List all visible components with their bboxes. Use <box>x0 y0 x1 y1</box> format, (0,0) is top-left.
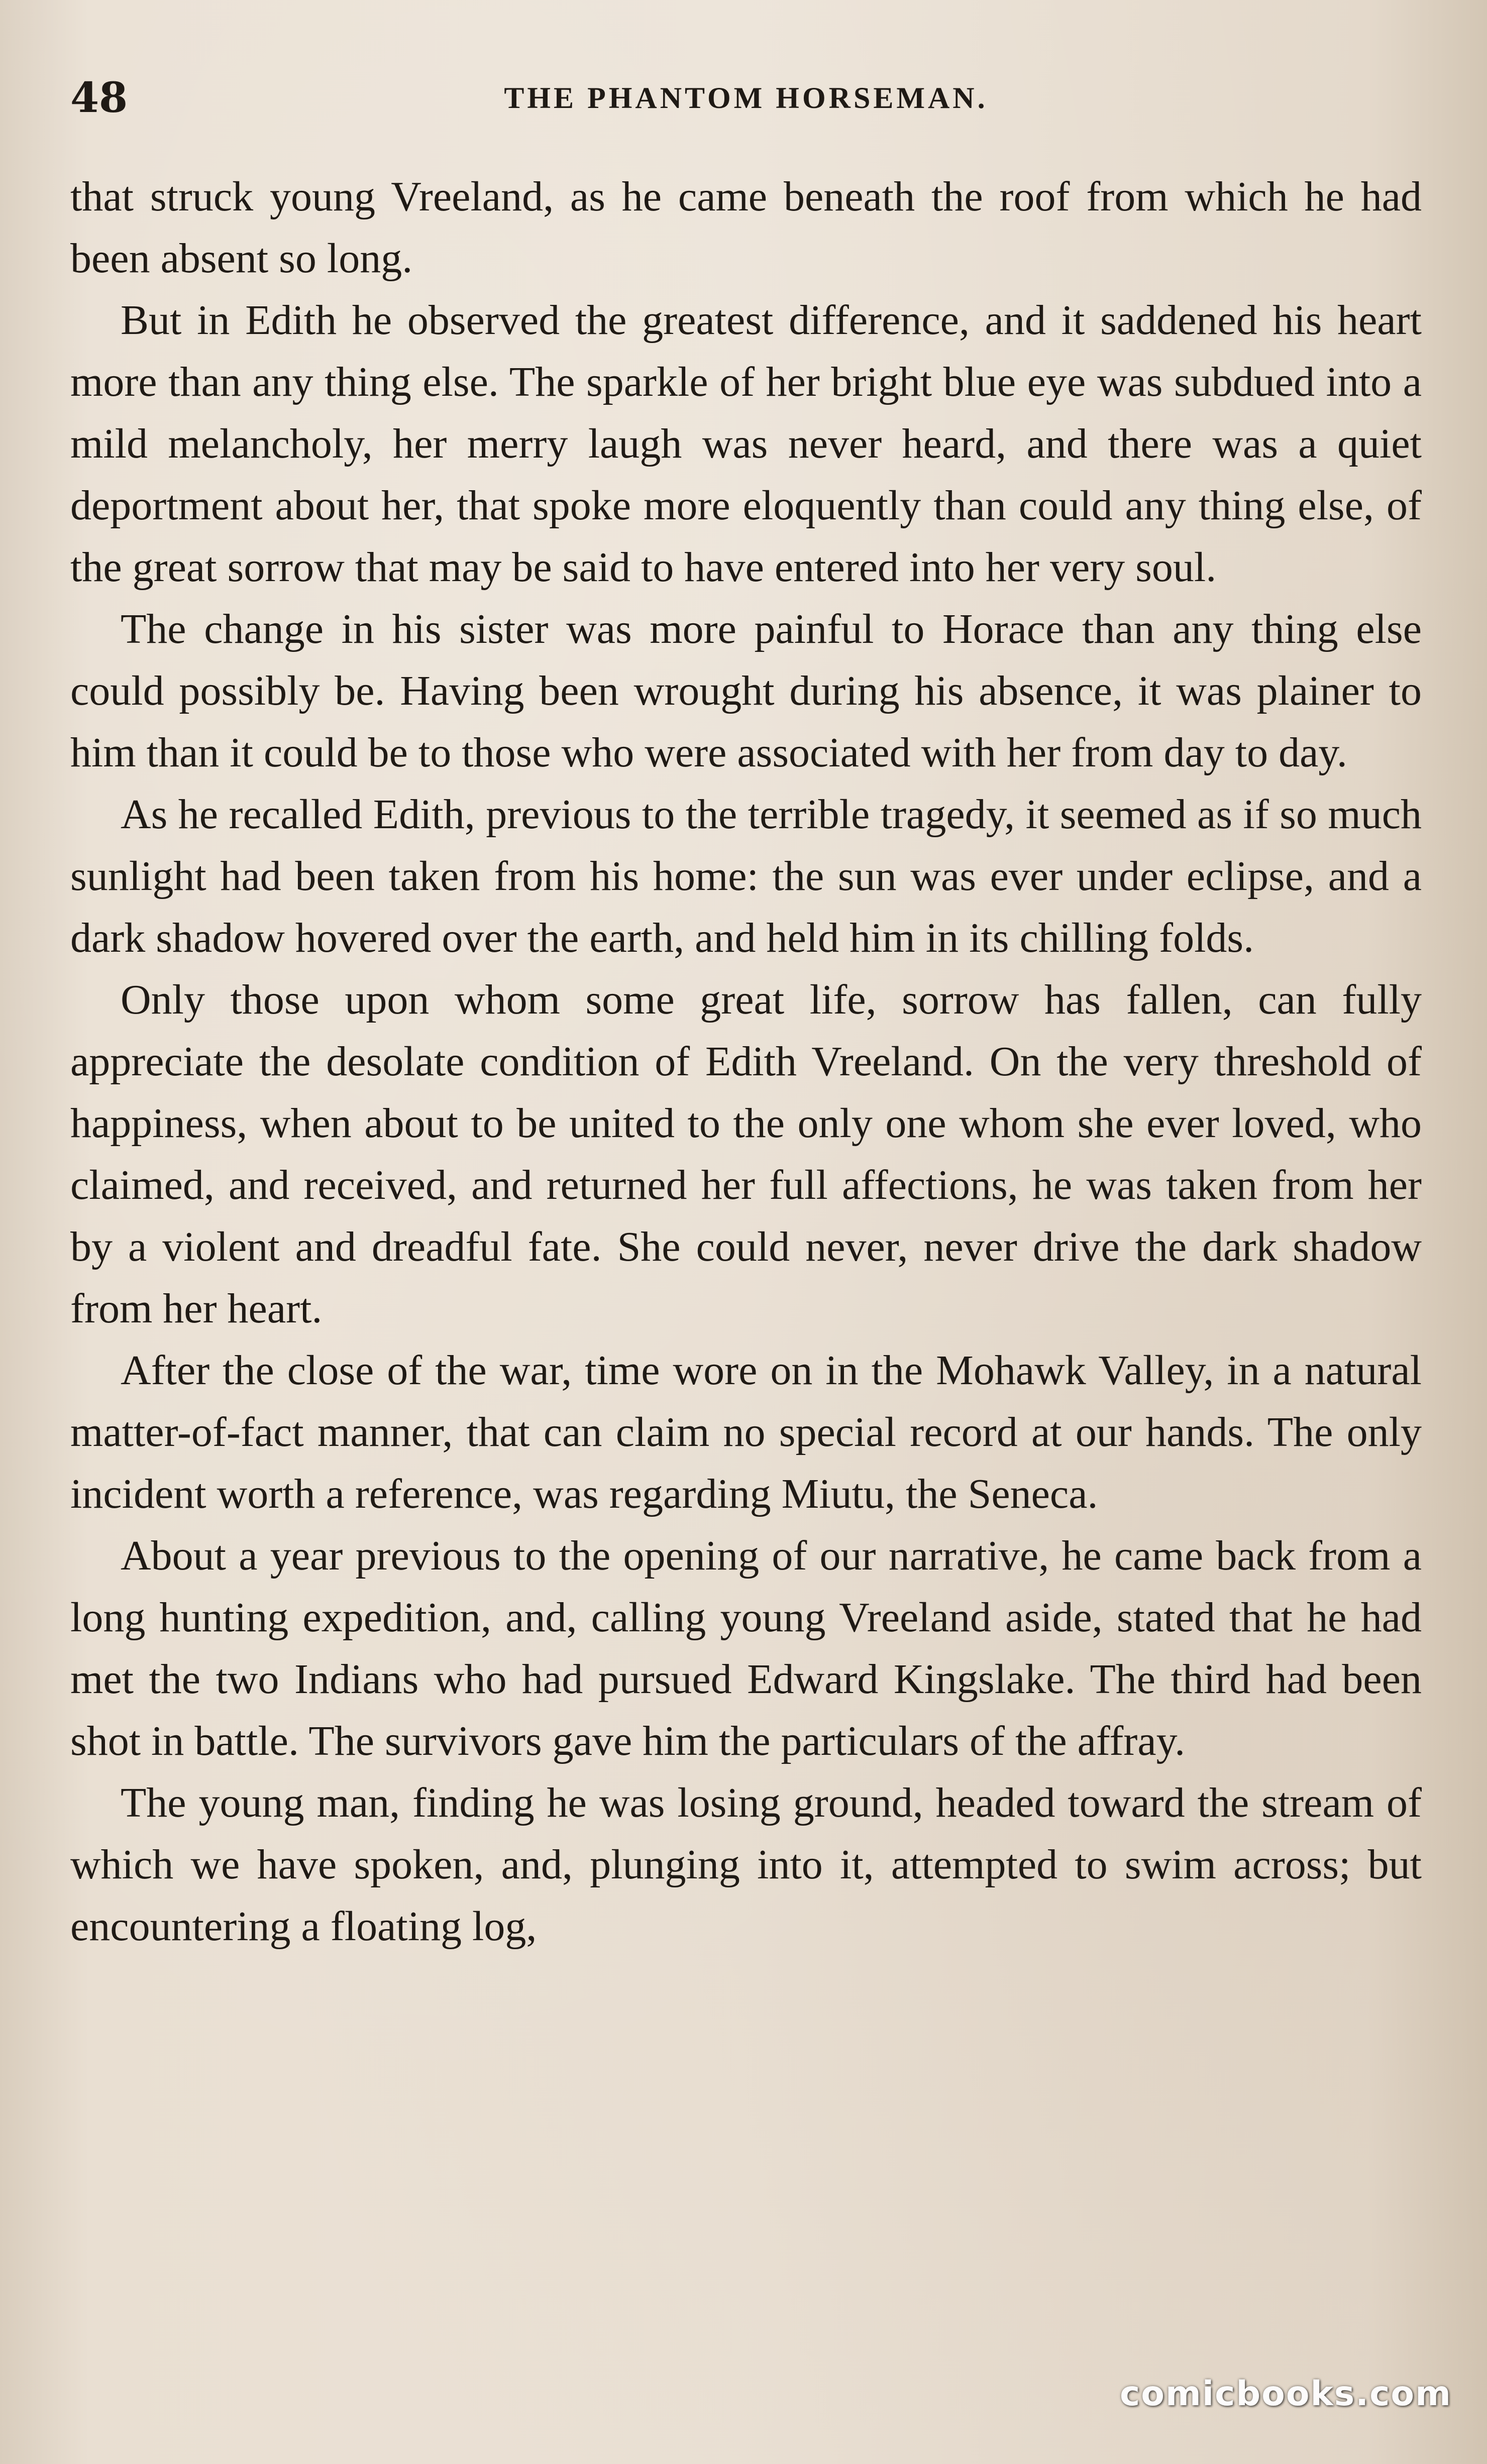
paragraph-final: The young man, finding he was losing ground, headed toward the stream of which we have spoken, and, plunging into it, attempted to swim across; but encountering a floating log, <box>70 1779 1422 1950</box>
paragraph-continuation: that struck young Vreeland, as he came beneath the roof from which he had been absent so long. <box>70 173 1422 282</box>
paragraph: About a year previous to the opening of our narrative, he came back from a long hunting expedition, and, calling young Vreeland aside, stated that he had met the two Indians who had pursued Edward Kingslake. The third had been shot in battle. The survivors gave him the particulars of the affray. <box>70 1532 1422 1764</box>
body-text <box>70 166 1422 1957</box>
watermark: comicbooks.com <box>1119 2374 1452 2414</box>
page-number: 48 <box>70 74 128 122</box>
paragraph: The change in his sister was more painful to Horace than any thing else could possibly be. Having been wrought during his absence, it was plainer to him than it could be to those who were associated with her from day to day. <box>70 606 1422 776</box>
paragraph: As he recalled Edith, previous to the terrible tragedy, it seemed as if so much sunlight had been taken from his home: the sun was ever under eclipse, and a dark shadow hovered over the earth, and held him in its chilling folds. <box>70 791 1422 961</box>
page-header <box>70 70 1422 126</box>
paragraph: After the close of the war, time wore on in the Mohawk Valley, in a natural matter-of-fact manner, that can claim no special record at our hands. The only incident worth a reference, was regarding Miutu, the Seneca. <box>70 1347 1422 1517</box>
paragraph: Only those upon whom some great life, sorrow has fallen, can fully appreciate the desolate condition of Edith Vreeland. On the very threshold of happiness, when about to be united to the only one whom she ever loved, who claimed, and received, and returned her full affections, he was taken from her by a violent and dreadful fate. She could never, never drive the dark shadow from her heart. <box>70 976 1422 1332</box>
paragraph: But in Edith he observed the greatest difference, and it saddened his heart more than any thing else. The sparkle of her bright blue eye was subdued into a mild melancholy, her merry laugh was never heard, and there was a quiet deportment about her, that spoke more eloquently than could any thing else, of the great sorrow that may be said to have entered into her very soul. <box>70 297 1422 591</box>
running-title: THE PHANTOM HORSEMAN. <box>504 81 988 115</box>
